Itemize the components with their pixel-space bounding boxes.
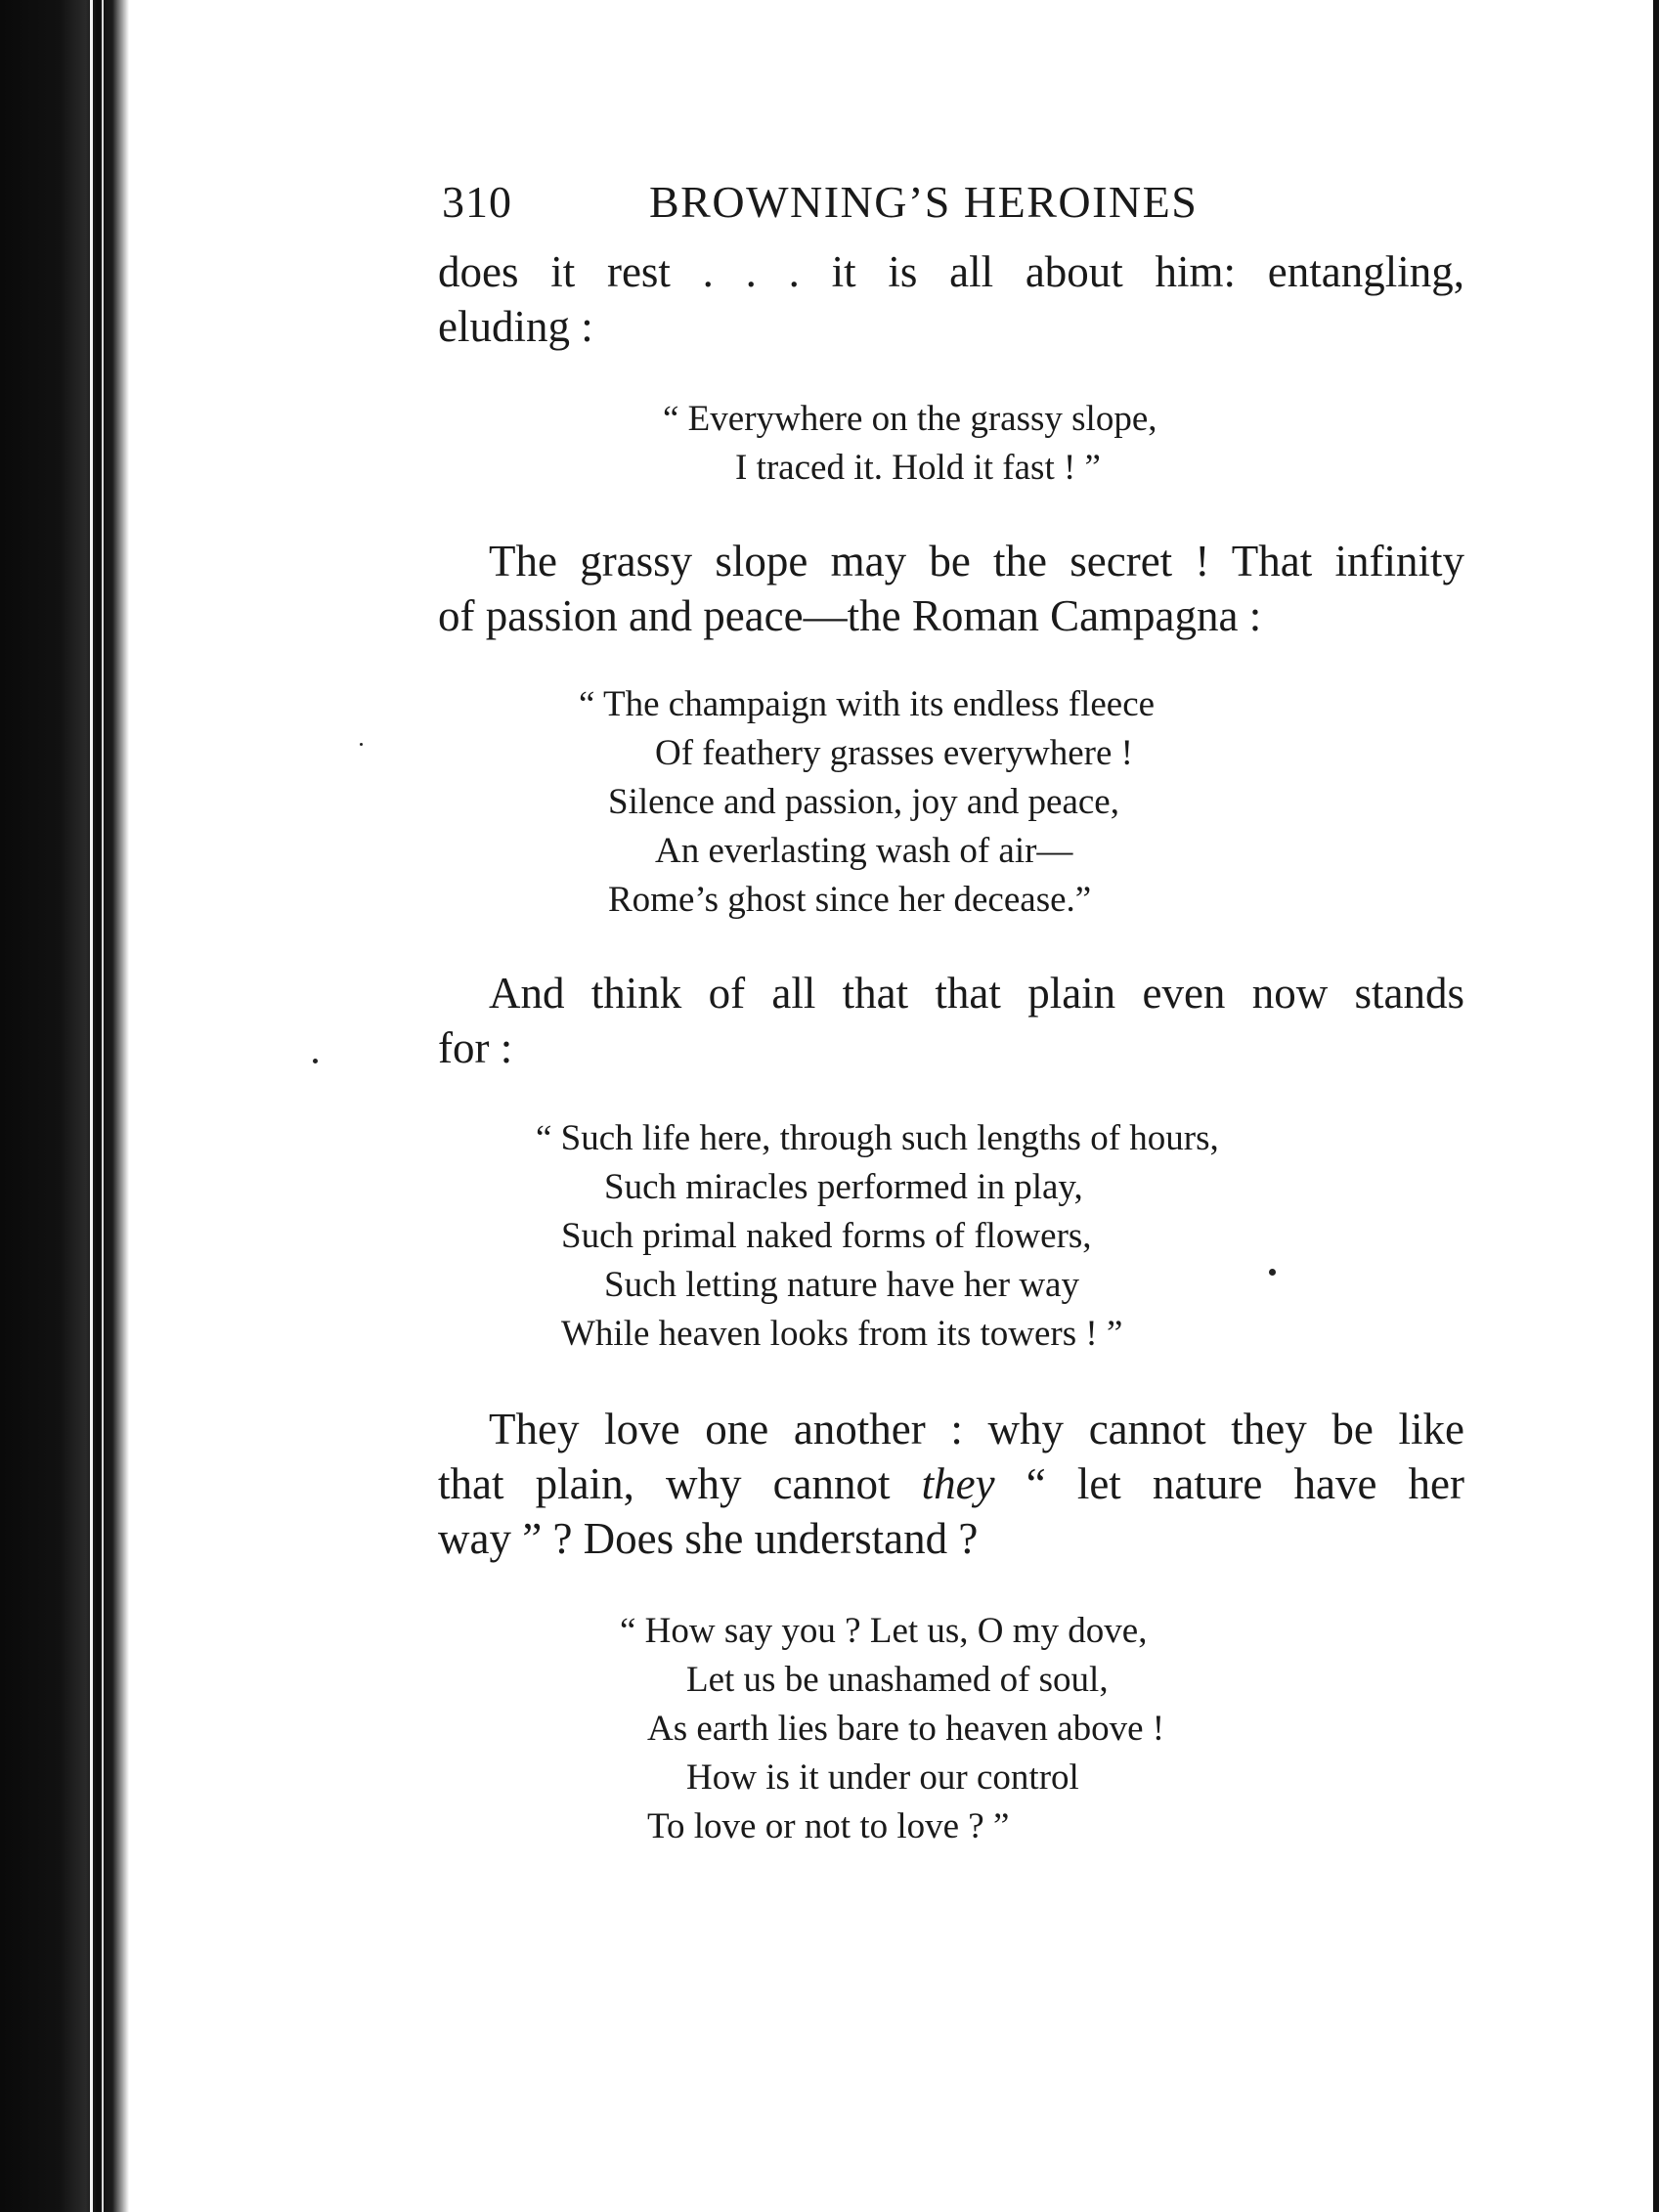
prose-paragraph (438, 966, 1464, 1075)
page-number: 310 (442, 177, 512, 227)
verse-line: “ How say you ? Let us, O my dove, (620, 1611, 1148, 1651)
verse-line: “ Such life here, through such lengths of hours, (536, 1118, 1219, 1158)
verse-line: Rome’s ghost since her decease.” (608, 880, 1092, 920)
verse-line: Of feathery grasses everywhere ! (655, 733, 1133, 773)
verse-line: While heaven looks from its towers ! ” (561, 1314, 1123, 1354)
running-title: BROWNING’S HEROINES (649, 177, 1199, 227)
prose-paragraph (438, 534, 1464, 643)
verse-line: Let us be unashamed of soul, (686, 1660, 1109, 1700)
prose-line: And think of all that that plain even now stands (489, 969, 1464, 1018)
prose-line: of passion and peace—the Roman Campagna : (438, 591, 1262, 640)
prose-fragment: “ let nature have her (1026, 1459, 1465, 1508)
stray-mark (360, 743, 363, 746)
page-right-edge (1653, 0, 1659, 2212)
prose-line: They love one another : why cannot they be like (489, 1405, 1464, 1453)
italic-emphasis: they (921, 1459, 995, 1508)
prose-line: way ” ? Does she understand ? (438, 1514, 979, 1563)
prose-line (438, 1456, 1464, 1511)
prose-line: does it rest . . . it is all about him: entangling, (438, 247, 1464, 296)
prose-line: for : (438, 1023, 513, 1072)
stray-mark (313, 1059, 318, 1063)
verse-line: To love or not to love ? ” (647, 1806, 1010, 1846)
prose-line: eluding : (438, 302, 593, 351)
binding-streak (102, 0, 104, 2212)
verse-line: “ The champaign with its endless fleece (579, 684, 1156, 724)
verse-line: Such primal naked forms of flowers, (561, 1216, 1092, 1256)
verse-line: How is it under our control (686, 1757, 1079, 1798)
verse-line: Such letting nature have her way (604, 1265, 1079, 1305)
running-header (438, 176, 1464, 235)
prose-paragraph (438, 244, 1464, 354)
verse-quotation (438, 680, 1464, 925)
verse-line: An everlasting wash of air— (655, 831, 1073, 871)
verse-line: “ Everywhere on the grassy slope, (663, 399, 1157, 439)
verse-quotation (438, 1114, 1464, 1359)
verse-quotation (438, 395, 1464, 493)
verse-line: As earth lies bare to heaven above ! (647, 1709, 1165, 1749)
verse-line: Silence and passion, joy and peace, (608, 782, 1119, 822)
prose-paragraph (438, 1402, 1464, 1566)
verse-quotation (438, 1607, 1464, 1851)
verse-line: I traced it. Hold it fast ! ” (735, 448, 1101, 488)
book-page (438, 176, 1464, 1851)
prose-line: The grassy slope may be the secret ! That infinity (489, 537, 1464, 586)
prose-fragment: that plain, why cannot (438, 1459, 891, 1508)
verse-line: Such miracles performed in play, (604, 1167, 1083, 1207)
book-binding-shadow (0, 0, 129, 2212)
binding-streak (90, 0, 93, 2212)
